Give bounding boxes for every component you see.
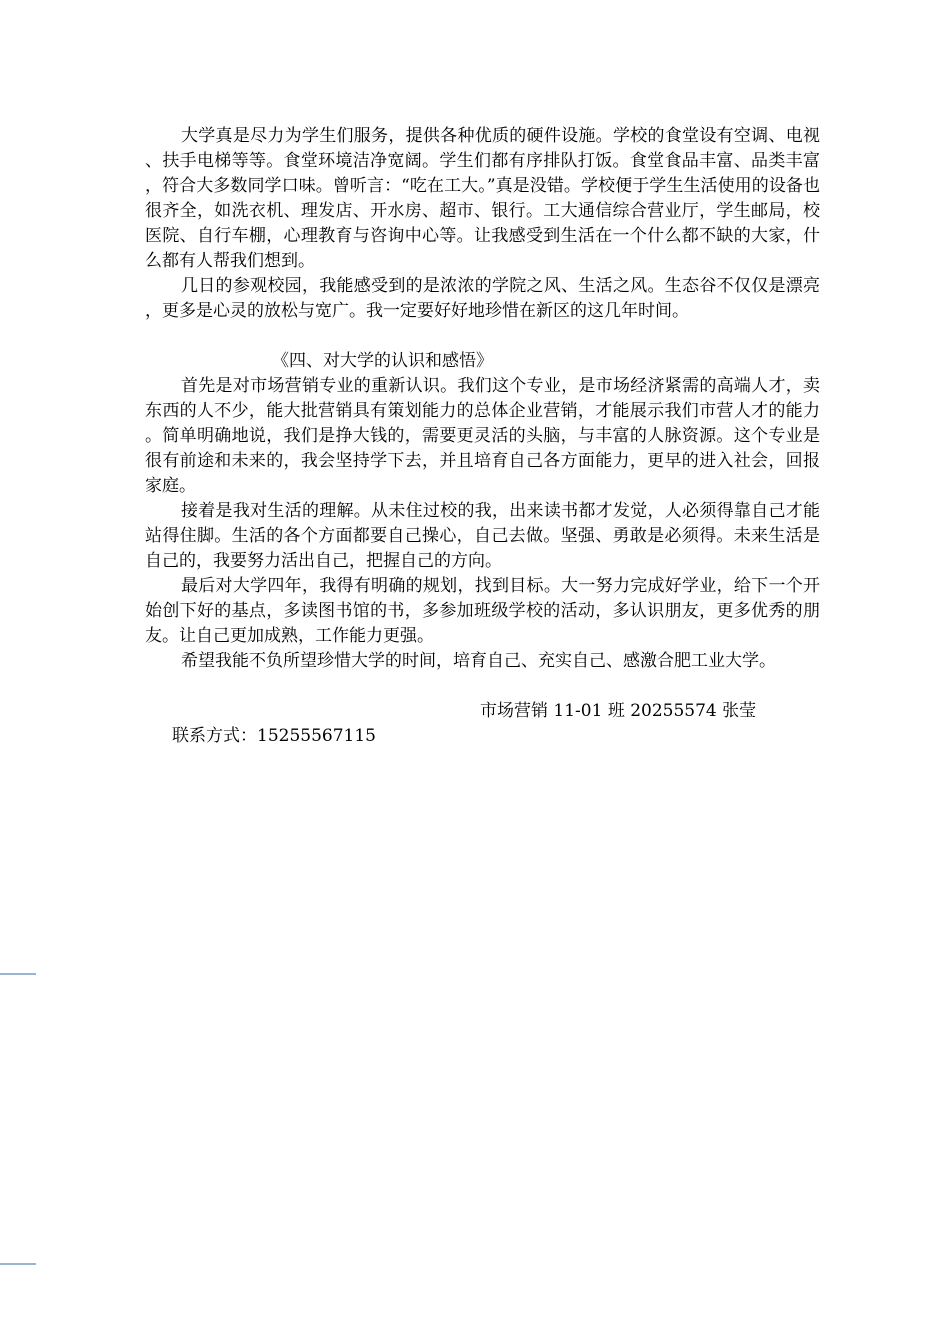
margin-marker xyxy=(0,973,36,975)
contact-info: 联系方式：15255567115 xyxy=(172,726,376,746)
paragraph-facilities: 大学真是尽力为学生们服务，提供各种优质的硬件设施。学校的食堂设有空调、电视、扶手电梯等等。食堂环境洁净宽阔。学生们都有序排队打饭。食堂食品丰富、品类丰富，符合大多数同学口味。曾听言：“吃在工大。”真是没错。学校便于学生生活使用的设备也很齐全，如洗衣机、理发店、开水房、超市、银行。工大通信综合营业厅，学生邮局，校医院、自行车棚，心理教育与咨询中心等。让我感受到生活在一个什么都不缺的大家，什么都有人帮我们想到。 xyxy=(145,126,820,271)
margin-marker xyxy=(0,1263,36,1265)
paragraph-campus-visit: 几日的参观校园，我能感受到的是浓浓的学院之风、生活之风。生态谷不仅仅是漂亮，更多是心灵的放松与宽广。我一定要好好地珍惜在新区的这几年时间。 xyxy=(145,276,820,321)
paragraph-hope: 希望我能不负所望珍惜大学的时间，培育自己、充实自己、感激合肥工业大学。 xyxy=(181,651,776,671)
paragraph-life: 接着是我对生活的理解。从未住过校的我，出来读书都才发觉，人必须得靠自己才能站得住脚。生活的各个方面都要自己操心，自己去做。坚强、勇敢是必须得。未来生活是自己的，我要努力活出自己，把握自己的方向。 xyxy=(145,501,820,571)
blank-line xyxy=(145,324,820,349)
document-body xyxy=(145,124,820,749)
paragraph-plan: 最后对大学四年，我得有明确的规划，找到目标。大一努力完成好学业，给下一个开始创下好的基点，多读图书馆的书，多参加班级学校的活动，多认识朋友，更多优秀的朋友。让自己更加成熟，工作能力更强。 xyxy=(145,576,820,646)
section-heading: 《四、对大学的认识和感悟》 xyxy=(272,351,493,371)
blank-line xyxy=(145,674,820,699)
paragraph-major: 首先是对市场营销专业的重新认识。我们这个专业，是市场经济紧需的高端人才，卖东西的人不少，能大批营销具有策划能力的总体企业营销，才能展示我们市营人才的能力。简单明确地说，我们是挣大钱的，需要更灵活的头脑，与丰富的人脉资源。这个专业是很有前途和未来的，我会坚持学下去，并且培育自己各方面能力，更早的进入社会，回报家庭。 xyxy=(145,376,820,496)
signature: 市场营销 11-01 班 20255574 张莹 xyxy=(480,701,757,721)
